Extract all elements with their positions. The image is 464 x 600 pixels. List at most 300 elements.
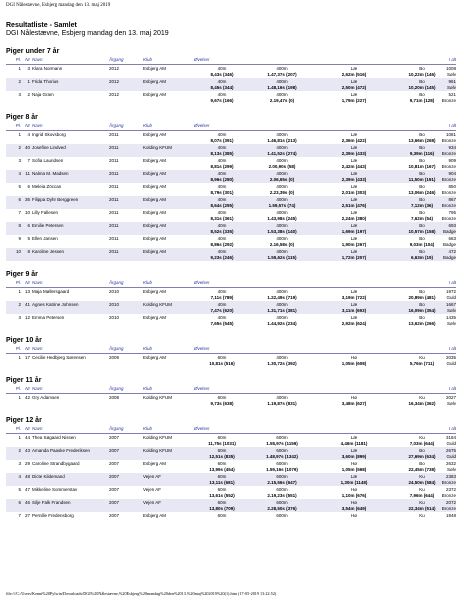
event-name: Hø (351, 487, 357, 492)
event-name: 40m (217, 92, 227, 97)
athlete-year: 2010 (109, 302, 120, 307)
athlete-name: Lilly Fallesen (32, 210, 59, 215)
event-result: 13,61s (552) (209, 493, 235, 498)
event-name: 400m (276, 171, 288, 176)
event-name: Bo (419, 302, 425, 307)
event-name: 60m (217, 513, 227, 518)
athlete-row (6, 196, 456, 209)
col-events: Øvelser (194, 346, 210, 351)
athlete-club: Kolding KFUM (143, 435, 173, 440)
event-name: Ku (419, 395, 425, 400)
event-result: 8,79s (301) (210, 190, 234, 195)
event-name: 400m (276, 66, 288, 71)
col-total: I alt (448, 280, 456, 285)
total-points: 2383 (445, 474, 456, 479)
age-group (6, 113, 456, 261)
event-name: 400m (276, 315, 288, 320)
athlete-place: 1 (18, 395, 21, 400)
event-name: Bo (419, 448, 425, 453)
event-name: Læ (350, 184, 358, 189)
athlete-number: 4 (27, 132, 30, 137)
event-result: 2,42m (443) (341, 164, 367, 169)
athlete-place: 5 (18, 184, 21, 189)
event-result: 13,62m (266) (408, 321, 436, 326)
col-place: Pl. (15, 123, 21, 128)
athlete-year: 2012 (109, 79, 120, 84)
athlete-year: 2011 (109, 158, 119, 163)
athlete-club: Esbjerg AM (143, 66, 167, 71)
event-name: 600m (276, 513, 288, 518)
athlete-number: 13 (24, 289, 30, 294)
page-subtitle: DGI Nålestævne, Esbjerg mandag den 13. maj 2019 (6, 30, 169, 37)
event-name: 40m (217, 79, 227, 84)
event-name: 60m (217, 474, 227, 479)
event-name: Bo (419, 210, 425, 215)
col-place: Pl. (15, 426, 21, 431)
event-result: 3,19m (722) (341, 295, 367, 300)
event-name: Læ (350, 315, 358, 320)
athlete-row (6, 248, 456, 261)
event-result: 2.23,39s (0) (269, 190, 295, 195)
athlete-club: Esbjerg AM (143, 513, 167, 518)
event-result: 1.48,16s (198) (267, 85, 297, 90)
athlete-year: 2007 (109, 487, 120, 492)
col-total: I alt (448, 123, 456, 128)
athlete-number: 3 (27, 66, 30, 71)
event-result: 3,60m (899) (341, 454, 367, 459)
event-name: 40m (217, 302, 227, 307)
event-name: Læ (350, 79, 358, 84)
event-result: 7,11s (789) (210, 295, 234, 300)
event-name: Hø (351, 395, 357, 400)
column-header-row (6, 425, 456, 434)
athlete-club: Esbjerg AM (143, 355, 167, 360)
athlete-year: 2007 (109, 448, 120, 453)
col-number: Nr (25, 280, 30, 285)
event-name: 600m (276, 435, 288, 440)
event-result: 1.59,16s (1079) (266, 467, 298, 472)
athlete-year: 2011 (109, 249, 119, 254)
athlete-name: Agnes Katrine Johnsen (32, 302, 79, 307)
athlete-club: Esbjerg AM (143, 289, 167, 294)
col-number: Nr (25, 426, 30, 431)
event-result: 8,31s (361) (210, 216, 234, 221)
event-name: Bo (419, 145, 425, 150)
col-total: I alt (448, 346, 456, 351)
athlete-club: Esbjerg AM (143, 223, 167, 228)
athlete-number: 47 (24, 487, 30, 492)
event-name: Bo (419, 223, 425, 228)
athlete-year: 2011 (109, 132, 119, 137)
event-name: Bo (419, 171, 425, 176)
athlete-place: 1 (18, 355, 21, 360)
athlete-row (6, 235, 456, 248)
event-name: Læ (350, 210, 358, 215)
athlete-year: 2011 (109, 171, 119, 176)
athlete-name: Dicte Kildemand (32, 474, 65, 479)
event-name: 600m (276, 461, 288, 466)
event-result: 1.22,49s (719) (267, 295, 297, 300)
group-title: Piger 10 år (6, 337, 42, 344)
badge-level: Sølv (447, 401, 456, 406)
athlete-number: 12 (24, 315, 30, 320)
badge-level: Bronze (441, 138, 456, 143)
event-result: 1,72m (207) (341, 255, 367, 260)
event-result: 1,05m (568) (341, 467, 367, 472)
event-result: 8,96s (280) (210, 177, 234, 182)
event-result: 11,50m (191) (408, 177, 436, 182)
event-result: 10,22m (146) (408, 72, 436, 77)
col-total: I alt (448, 386, 456, 391)
event-result: 7,62m (54) (410, 216, 433, 221)
athlete-year: 2011 (109, 197, 119, 202)
event-name: 600m (276, 500, 288, 505)
col-events: Øvelser (194, 386, 210, 391)
group-title: Piger 9 år (6, 271, 38, 278)
event-result: 22,34m (514) (408, 506, 436, 511)
athlete-place: 9 (18, 236, 21, 241)
event-result: 8,86s (292) (210, 242, 234, 247)
badge-level: Bronze (441, 506, 456, 511)
event-result: 2.00,90s (58) (268, 164, 296, 169)
event-name: 40m (217, 289, 227, 294)
athlete-place: 1 (18, 289, 21, 294)
total-points: 867 (448, 197, 456, 202)
athlete-place: 6 (18, 197, 21, 202)
total-points: 2072 (445, 500, 456, 505)
athlete-year: 2007 (109, 474, 120, 479)
athlete-row (6, 394, 456, 407)
event-name: 400m (276, 210, 288, 215)
event-result: 7,12m (36) (410, 203, 433, 208)
event-result: 9,23s (246) (210, 255, 234, 260)
athlete-row (6, 222, 456, 235)
total-points: 2372 (445, 487, 456, 492)
athlete-place: 3 (18, 315, 21, 320)
event-result: 2.19,23s (551) (267, 493, 297, 498)
athlete-club: Esbjerg AM (143, 132, 167, 137)
event-name: 400m (276, 302, 288, 307)
athlete-name: Josefine Lindved (32, 145, 66, 150)
event-name: Bo (419, 461, 425, 466)
athlete-name: Pernille Fredensborg (32, 513, 74, 518)
athlete-number: 6 (27, 184, 30, 189)
athlete-row (6, 460, 456, 473)
event-result: 8,43s (346) (210, 72, 234, 77)
col-number: Nr (25, 346, 30, 351)
athlete-number: 48 (24, 474, 30, 479)
event-result: 16,34m (362) (408, 401, 436, 406)
athlete-club: Esbjerg AM (143, 249, 167, 254)
event-result: 12,51s (835) (209, 454, 235, 459)
group-title: Piger 8 år (6, 114, 38, 121)
browser-print-header: DGI Nålestævne, Esbjerg mandag den 13. maj 2019 (6, 3, 111, 8)
athlete-year: 2011 (109, 145, 119, 150)
athlete-name: Caroline Strandbygaard (32, 461, 80, 466)
event-name: 60m (217, 448, 227, 453)
event-result: 1.43,98s (245) (267, 216, 297, 221)
athlete-club: Vejen AF (143, 474, 162, 479)
event-result: 8,52s (335) (210, 229, 234, 234)
event-name: Ku (419, 474, 425, 479)
event-name: 60m (217, 500, 227, 505)
badge-level: Badge (442, 242, 456, 247)
badge-level: Sølv (447, 72, 456, 77)
browser-print-footer: file:///C:/Users/Kenni%20Pylwin/Downloads/DGI%20Nålestævne,%20Esbjerg%20mandag%20den%2013.%20maj%202019%20(1).htm (17-05-2019 13:22:52) (6, 591, 277, 596)
age-group (6, 376, 456, 407)
event-name: Hø (351, 513, 357, 518)
athlete-name: Filippa Dyhr Berggreen (32, 197, 79, 202)
event-name: 400m (276, 223, 288, 228)
event-result: 1.48,97s (1342) (266, 454, 298, 459)
col-year: Årgang (109, 123, 124, 128)
age-group (6, 416, 456, 525)
event-result: 8,07s (391) (210, 138, 234, 143)
athlete-number: 1 (27, 79, 30, 84)
event-name: 40m (217, 66, 227, 71)
badge-level: Bronze (441, 480, 456, 485)
athlete-name: Maja Møllersgaard (32, 289, 70, 294)
total-points: 795 (448, 210, 456, 215)
event-result: 20,89m (481) (408, 295, 436, 300)
athlete-place: 5 (18, 487, 21, 492)
event-name: Bo (419, 66, 425, 71)
event-result: 8,45s (344) (210, 85, 234, 90)
athlete-club: Kolding KFUM (143, 145, 173, 150)
athlete-place: 2 (18, 448, 21, 453)
event-result: 1,10m (676) (341, 493, 367, 498)
badge-level: Bronze (441, 177, 456, 182)
event-name: 400m (276, 79, 288, 84)
event-result: 8,81s (299) (210, 164, 234, 169)
col-place: Pl. (15, 346, 21, 351)
athlete-name: Cecilie Hedbjerg Sørensen (32, 355, 86, 360)
athlete-club: Esbjerg AM (143, 184, 167, 189)
total-points: 961 (448, 79, 456, 84)
badge-level: Bronze (441, 203, 456, 208)
event-name: 400m (276, 158, 288, 163)
event-name: 60m (217, 461, 227, 466)
athlete-row (6, 354, 456, 367)
athlete-row (6, 499, 456, 512)
athlete-club: Vejen AF (143, 500, 162, 505)
badge-level: Bronze (441, 98, 456, 103)
event-result: 9,71m (128) (409, 98, 435, 103)
event-result: 1.31,71s (381) (267, 308, 297, 313)
event-result: 1.41,52s (274) (267, 151, 297, 156)
athlete-number: 41 (24, 302, 30, 307)
athlete-row (6, 434, 456, 447)
athlete-name: Mikkeline Sommerstav (32, 487, 78, 492)
event-name: 400m (276, 197, 288, 202)
col-events: Øvelser (194, 280, 210, 285)
group-title: Piger under 7 år (6, 48, 60, 55)
col-name: Navn (32, 123, 43, 128)
athlete-row (6, 65, 456, 78)
athlete-row (6, 314, 456, 327)
event-result: 1.59,57s (74) (268, 203, 296, 208)
event-name: 40m (217, 197, 227, 202)
athlete-name: Thea Søgaard Nissen (32, 435, 76, 440)
badge-level: Guld (446, 361, 456, 366)
athlete-number: 2 (27, 92, 30, 97)
col-number: Nr (25, 57, 30, 62)
event-name: 40m (217, 210, 227, 215)
column-header-row (6, 56, 456, 65)
col-club: Klub (143, 123, 153, 128)
athlete-place: 10 (15, 249, 21, 254)
event-name: Læ (350, 435, 358, 440)
athlete-name: Klara Normann (32, 66, 63, 71)
badge-level: Bronze (441, 493, 456, 498)
athlete-number: 44 (24, 435, 30, 440)
athlete-row (6, 473, 456, 486)
athlete-year: 2012 (109, 92, 120, 97)
event-name: 40m (217, 171, 227, 176)
athlete-name: Nalma M. Madsen (32, 171, 69, 176)
total-points: 2035 (445, 355, 456, 360)
event-result: 7,47s (620) (210, 308, 234, 313)
col-year: Årgang (109, 346, 124, 351)
athlete-club: Esbjerg AM (143, 461, 167, 466)
event-result: 2,01m (303) (341, 190, 367, 195)
event-name: 60m (217, 487, 227, 492)
event-result: 6,63m (19) (410, 255, 433, 260)
athlete-name: Ellen Jansen (32, 236, 58, 241)
col-name: Navn (32, 386, 43, 391)
col-name: Navn (32, 57, 43, 62)
event-name: 60m (217, 355, 227, 360)
event-result: 1,79m (227) (341, 98, 367, 103)
event-result: 1.53,38s (140) (267, 229, 297, 234)
col-number: Nr (25, 386, 30, 391)
column-header-row (6, 122, 456, 131)
event-name: 40m (217, 158, 227, 163)
event-name: 400m (276, 92, 288, 97)
athlete-row (6, 170, 456, 183)
event-result: 4,46m (1181) (340, 441, 368, 446)
athlete-number: 42 (24, 395, 30, 400)
event-name: Bo (419, 236, 425, 241)
col-total: I alt (448, 426, 456, 431)
badge-level: Guld (446, 441, 456, 446)
athlete-place: 4 (18, 474, 21, 479)
event-name: 400m (276, 132, 288, 137)
page-title: Resultatliste - Samlet (6, 22, 77, 29)
results-page (6, 22, 456, 534)
event-result: 2,36m (422) (341, 138, 367, 143)
athlete-number: 8 (27, 249, 30, 254)
event-name: Bo (419, 92, 425, 97)
athlete-number: 43 (24, 448, 30, 453)
event-result: 9,03m (104) (409, 242, 435, 247)
column-header-row (6, 279, 456, 288)
event-result: 9,73s (638) (210, 401, 234, 406)
event-result: 2,50m (472) (341, 85, 367, 90)
event-name: Bo (419, 315, 425, 320)
athlete-year: 2007 (109, 435, 120, 440)
athlete-place: 6 (18, 500, 21, 505)
event-result: 1.46,81s (213) (267, 138, 297, 143)
badge-level: Bronze (441, 190, 456, 195)
athlete-place: 4 (18, 171, 21, 176)
event-result: 13,80s (709) (209, 506, 235, 511)
badge-level: Sølv (447, 85, 456, 90)
event-result: 2,51m (476) (341, 203, 367, 208)
event-name: Bo (419, 197, 425, 202)
event-name: 40m (217, 236, 227, 241)
event-name: Læ (350, 197, 358, 202)
event-name: 60m (217, 395, 227, 400)
badge-level: Sølv (447, 308, 456, 313)
event-name: Læ (350, 448, 358, 453)
event-result: 7,03m (644) (409, 441, 435, 446)
event-result: 9,67s (166) (210, 98, 234, 103)
event-result: 2.15,56s (647) (267, 480, 297, 485)
event-result: 1.47,37s (207) (267, 72, 297, 77)
event-name: Læ (350, 66, 358, 71)
col-club: Klub (143, 346, 153, 351)
col-club: Klub (143, 280, 153, 285)
event-result: 7,96m (644) (409, 493, 435, 498)
athlete-row (6, 91, 456, 104)
event-name: Bo (419, 79, 425, 84)
athlete-place: 7 (18, 513, 21, 518)
total-points: 1081 (445, 132, 456, 137)
athlete-number: 17 (24, 355, 30, 360)
total-points: 521 (448, 92, 456, 97)
athlete-name: Gry Adamsen (32, 395, 60, 400)
athlete-row (6, 183, 456, 196)
athlete-row (6, 144, 456, 157)
event-name: Læ (350, 249, 358, 254)
total-points: 1435 (445, 315, 456, 320)
athlete-year: 2008 (109, 395, 120, 400)
event-name: 60m (217, 435, 227, 440)
athlete-name: Ingrid Skovsborg (32, 132, 66, 137)
badge-level: Sølv (447, 321, 456, 326)
event-result: 2,39m (433) (341, 151, 367, 156)
badge-level: Sølv (447, 467, 456, 472)
athlete-year: 2007 (109, 461, 120, 466)
athlete-club: Esbjerg AM (143, 210, 167, 215)
total-points: 3184 (445, 435, 456, 440)
badge-level: Badge (442, 255, 456, 260)
event-result: 8,13s (385) (210, 151, 234, 156)
col-club: Klub (143, 386, 153, 391)
results-groups (6, 47, 456, 525)
athlete-name: Amanda Paaske Frederiksen (32, 448, 91, 453)
athlete-year: 2011 (109, 184, 119, 189)
badge-level: Badge (442, 229, 456, 234)
event-name: 400m (276, 236, 288, 241)
total-points: 1008 (445, 66, 456, 71)
athlete-number: 7 (27, 158, 30, 163)
athlete-year: 2010 (109, 289, 120, 294)
event-result: 3,54m (649) (341, 506, 367, 511)
athlete-year: 2007 (109, 513, 120, 518)
event-result: 16,09m (354) (408, 308, 436, 313)
event-result: 2.16,58s (0) (269, 242, 295, 247)
event-name: Bo (419, 184, 425, 189)
col-place: Pl. (15, 386, 21, 391)
event-result: 2.06,65s (0) (269, 177, 295, 182)
athlete-club: Esbjerg AM (143, 197, 167, 202)
total-points: 1948 (445, 513, 456, 518)
athlete-club: Kolding KFUM (143, 448, 173, 453)
col-place: Pl. (15, 280, 21, 285)
event-name: 40m (217, 184, 227, 189)
